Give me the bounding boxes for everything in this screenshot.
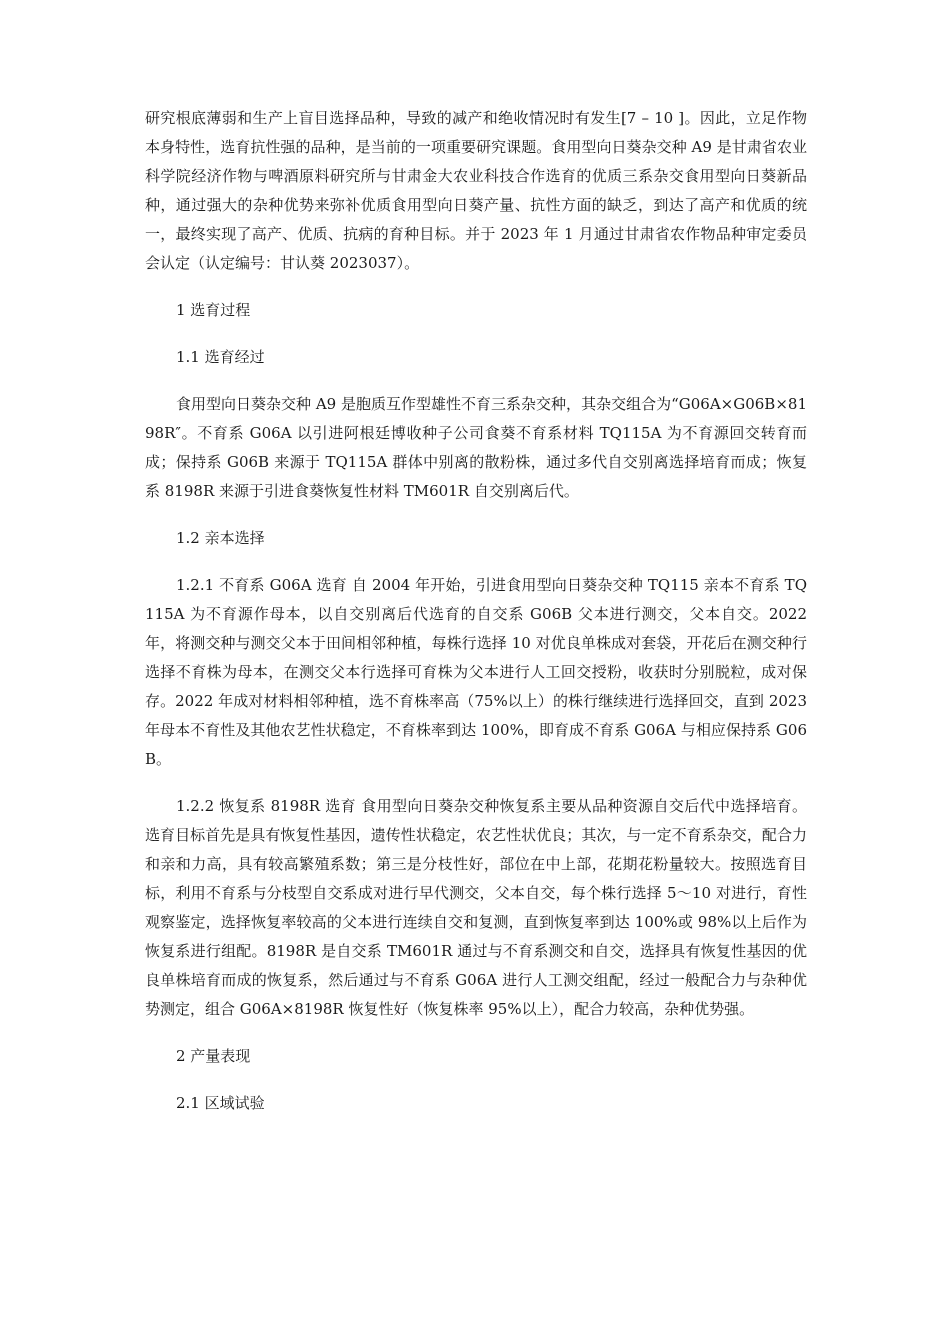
section-heading-1: 1 选育过程 bbox=[176, 301, 251, 319]
subsection-heading-1-2: 1.2 亲本选择 bbox=[176, 529, 265, 547]
breeding-process-paragraph: 食用型向日葵杂交种 A9 是胞质互作型雄性不育三系杂交种，其杂交组合为“G06A×G06B×8198R″。不育系 G06A 以引进阿根廷博收种子公司食葵不育系材料 TQ115A 为不育源回交转育而成；保持系 G06B 来源于 TQ115A 群体中别离的散粉株，通过多代自交别离选择培育而成；恢复系 8198R 来源于引进食葵恢复性材料 TM601R 自交别离后代。 bbox=[145, 395, 807, 500]
sterile-line-paragraph: 1.2.1 不育系 G06A 选育 自 2004 年开始，引进食用型向日葵杂交种 TQ115 亲本不育系 TQ115A 为不育源作母本，以自交别离后代选育的自交系 G06B 父本进行测交，父本自交。2022 年，将测交种与测交父本于田间相邻种植，每株行选择 10 对优良单株成对套袋，开花后在测交种行选择不育株为母本，在测交父本行选择可育株为父本进行人工回交授粉，收获时分别脱粒，成对保存。2022 年成对材料相邻种植，选不育株率高（75%以上）的株行继续进行选择回交，直到 2023 年母本不育性及其他农艺性状稳定，不育株率到达 100%，即育成不育系 G06A 与相应保持系 G06B。 bbox=[145, 576, 807, 768]
section-heading-2: 2 产量表现 bbox=[176, 1047, 251, 1065]
subsection-heading-1-1: 1.1 选育经过 bbox=[176, 348, 265, 366]
intro-paragraph: 研究根底薄弱和生产上盲目选择品种，导致的减产和绝收情况时有发生[7 – 10 ]。因此，立足作物本身特性，选育抗性强的品种，是当前的一项重要研究课题。食用型向日葵杂交种 A9 是甘肃省农业科学院经济作物与啤酒原料研究所与甘肃金大农业科技合作选育的优质三系杂交食用型向日葵新品种，通过强大的杂种优势来弥补优质食用型向日葵产量、抗性方面的缺乏，到达了高产和优质的统一，最终实现了高产、优质、抗病的育种目标。并于 2023 年 1 月通过甘肃省农作物品种审定委员会认定（认定编号：甘认葵 2023037）。 bbox=[145, 109, 807, 272]
restorer-line-paragraph: 1.2.2 恢复系 8198R 选育 食用型向日葵杂交种恢复系主要从品种资源自交后代中选择培育。选育目标首先是具有恢复性基因，遗传性状稳定，农艺性状优良；其次，与一定不育系杂交，配合力和亲和力高，具有较高繁殖系数；第三是分枝性好，部位在中上部，花期花粉量较大。按照选育目标，利用不育系与分枝型自交系成对进行早代测交，父本自交，每个株行选择 5～10 对进行，育性观察鉴定，选择恢复率较高的父本进行连续自交和复测，直到恢复率到达 100%或 98%以上后作为恢复系进行组配。8198R 是自交系 TM601R 通过与不育系测交和自交，选择具有恢复性基因的优良单株培育而成的恢复系，然后通过与不育系 G06A 进行人工测交组配，经过一般配合力与杂种优势测定，组合 G06A×8198R 恢复性好（恢复株率 95%以上），配合力较高，杂种优势强。 bbox=[145, 797, 807, 1018]
document-page bbox=[145, 104, 807, 1136]
subsection-heading-2-1: 2.1 区域试验 bbox=[176, 1094, 265, 1112]
